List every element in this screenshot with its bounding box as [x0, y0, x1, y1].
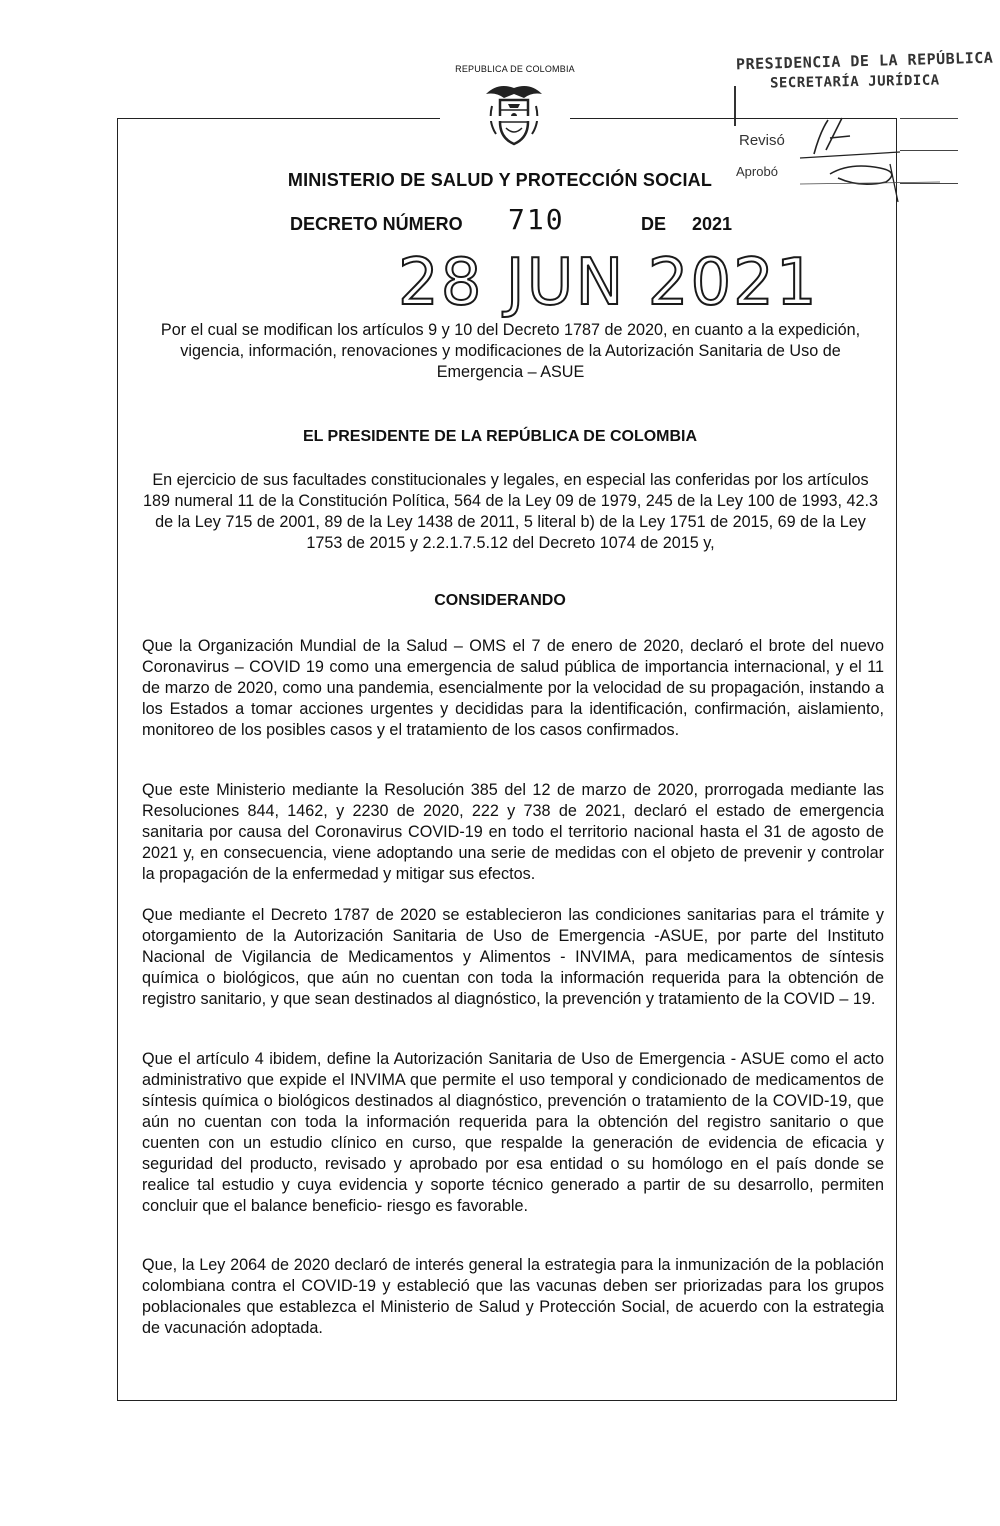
considerando-paragraph: Que mediante el Decreto 1787 de 2020 se establecieron las condiciones sanitarias para el trámite y otorgamiento de la Autorización Sanitaria de Uso de Emergencia -ASUE, por parte del Instituto Nacional de Vigilancia de Medicamentos y Alimentos - INVIMA, para medicamentos de síntesis química o biológicos, que aún no cuentan con toda la información requerida para la obtención de registro sanitario, y que sean destinados al diagnóstico, la prevención y tratamiento de la COVID – 19.	[142, 906, 884, 1008]
stamp-line-1: PRESIDENCIA DE LA REPÚBLICA	[735, 48, 994, 74]
considerando-paragraph: Que este Ministerio mediante la Resolución 385 del 12 de marzo de 2020, prorrogada mediante las Resoluciones 844, 1462, y 2230 de 2020, 222 y 738 de 2021, declaró el estado de emergencia sanitaria por causa del Coronavirus COVID-19 en todo el territorio nacional hasta el 31 de agosto de 2021 y, en consecuencia, viene adoptando una serie de medidas con el objeto de prevenir y controlar la propagación de la enfermedad y mitigar sus efectos.	[142, 781, 884, 883]
frame-bottom-rule	[117, 1400, 897, 1401]
ministry-title: MINISTERIO DE SALUD Y PROTECCIÓN SOCIAL	[287, 170, 713, 190]
aprobo-label: Aprobó	[736, 164, 778, 179]
decree-year: 2021	[692, 214, 733, 234]
powers-paragraph: En ejercicio de sus facultades constitucionales y legales, en especial las conferidas por los artículos 189 numeral 11 de la Constitución Política, 564 de la Ley 09 de 1979, 245 de la Ley 100 de 1993, 42.3 de la Ley 715 de 2001, 89 de la Ley 1438 de 2011, 5 literal b) de la Ley 1751 de 2015, 69 de la Ley 1753 de 2015 y 2.2.1.7.5.12 del Decreto 1074 de 2015 y,	[143, 471, 878, 552]
decree-summary: Por el cual se modifican los artículos 9 y 10 del Decreto 1787 de 2020, en cuanto a la expedición, vigencia, información, renovaciones y modificaciones de la Autorización Sanitaria de Uso de Emergencia – ASUE	[160, 321, 861, 381]
frame-gap	[440, 116, 570, 121]
decree-label: DECRETO NÚMERO	[290, 214, 463, 234]
president-heading: EL PRESIDENTE DE LA REPÚBLICA DE COLOMBIA	[302, 428, 698, 445]
decree-de-label: DE	[641, 214, 667, 234]
considerando-paragraph: Que la Organización Mundial de la Salud – OMS el 7 de enero de 2020, declaró el brote del nuevo Coronavirus – COVID 19 como una emergencia de salud pública de importancia internacional, y el 11 de marzo de 2020, como una pandemia, esencialmente por la velocidad de su propagación, instando a los Estados a tomar acciones urgentes y decididas para la identificación, confirmación, aislamiento, monitoreo de los posibles casos y el tratamiento de los casos confirmados.	[142, 637, 884, 739]
considerando-paragraph: Que, la Ley 2064 de 2020 declaró de interés general la estrategia para la inmunización de la población colombiana contra el COVID-19 y estableció que las vacunas deben ser priorizadas para los grupos poblacionales que establezca el Ministerio de Salud y Protección Social, de acuerdo con la estrategia de vacunación adoptada.	[142, 1256, 884, 1337]
approval-signature	[790, 112, 940, 212]
considerando-heading: CONSIDERANDO	[434, 592, 566, 609]
reviso-label: Revisó	[739, 132, 785, 149]
considerando-paragraph: Que el artículo 4 ibidem, define la Autorización Sanitaria de Uso de Emergencia - ASUE como el acto administrativo que expide el INVIMA que permite el uso temporal y condicionado de medicamentos de síntesis química o biológicos destinados al diagnóstico, prevención o tratamiento de la COVID-19, que aún no cuentan con toda la información requerida para la obtención del registro sanitario o que cuenten con un estudio clínico en curso, que respalde la generación de evidencia de eficacia y seguridad del producto, revisado y aprobado por esa entidad o su homólogo en el país donde se realice tal estudio y cuya evidencia y soporte técnico generado a partir de su desarrollo, permiten concluir que el balance beneficio- riesgo es favorable.	[142, 1050, 884, 1215]
presidency-stamp	[732, 34, 994, 104]
republic-label: REPUBLICA DE COLOMBIA	[455, 64, 575, 74]
stamp-line-2: SECRETARÍA JURÍDICA	[769, 72, 940, 92]
date-stamp: 28 JUN 2021	[398, 246, 819, 320]
decree-number: 710	[508, 203, 565, 236]
